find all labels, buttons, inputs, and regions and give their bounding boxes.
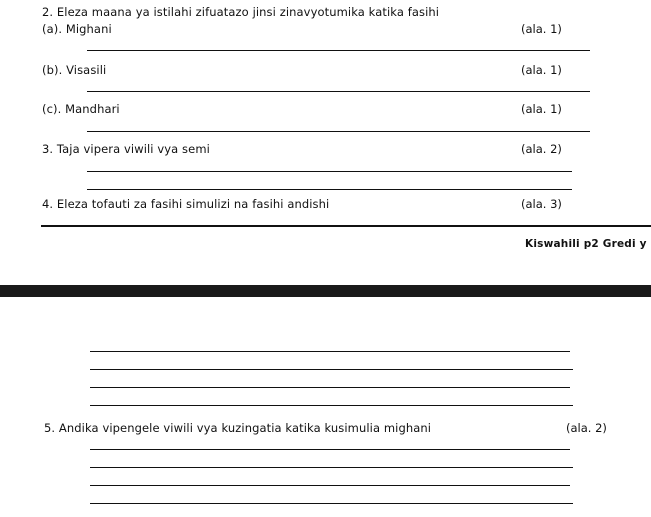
answer-line[interactable] (90, 503, 573, 504)
answer-line[interactable] (90, 405, 573, 406)
answer-line[interactable] (87, 171, 572, 172)
question-2-text: 2. Eleza maana ya istilahi zifuatazo jinsi zinavyotumika katika fasihi (42, 5, 440, 19)
question-3-marks: (ala. 2) (521, 142, 562, 156)
question-2a-marks: (ala. 1) (521, 22, 562, 36)
answer-line[interactable] (90, 387, 570, 388)
answer-line[interactable] (90, 467, 573, 468)
question-4-text: 4. Eleza tofauti za fasihi simulizi na fasihi andishi (42, 197, 330, 211)
answer-line[interactable] (90, 449, 570, 450)
question-4-marks: (ala. 3) (521, 197, 562, 211)
answer-line[interactable] (87, 189, 572, 190)
question-2b-marks: (ala. 1) (521, 63, 562, 77)
answer-line[interactable] (87, 91, 590, 92)
answer-line[interactable] (87, 131, 590, 132)
answer-line[interactable] (90, 485, 570, 486)
question-2c-marks: (ala. 1) (521, 102, 562, 116)
question-2c-text: (c). Mandhari (42, 102, 120, 116)
answer-line[interactable] (87, 50, 590, 51)
page-footer-caption: Kiswahili p2 Gredi y (525, 238, 647, 250)
question-2b-text: (b). Visasili (42, 63, 107, 77)
question-3-text: 3. Taja vipera viwili vya semi (42, 142, 210, 156)
question-5-marks: (ala. 2) (566, 421, 607, 435)
question-5-text: 5. Andika vipengele viwili vya kuzingatia katika kusimulia mighani (44, 421, 432, 435)
answer-line[interactable] (90, 351, 570, 352)
footer-separator-rule (41, 225, 651, 227)
page-break-band (0, 285, 651, 297)
question-2a-text: (a). Mighani (42, 22, 112, 36)
answer-line[interactable] (90, 369, 573, 370)
